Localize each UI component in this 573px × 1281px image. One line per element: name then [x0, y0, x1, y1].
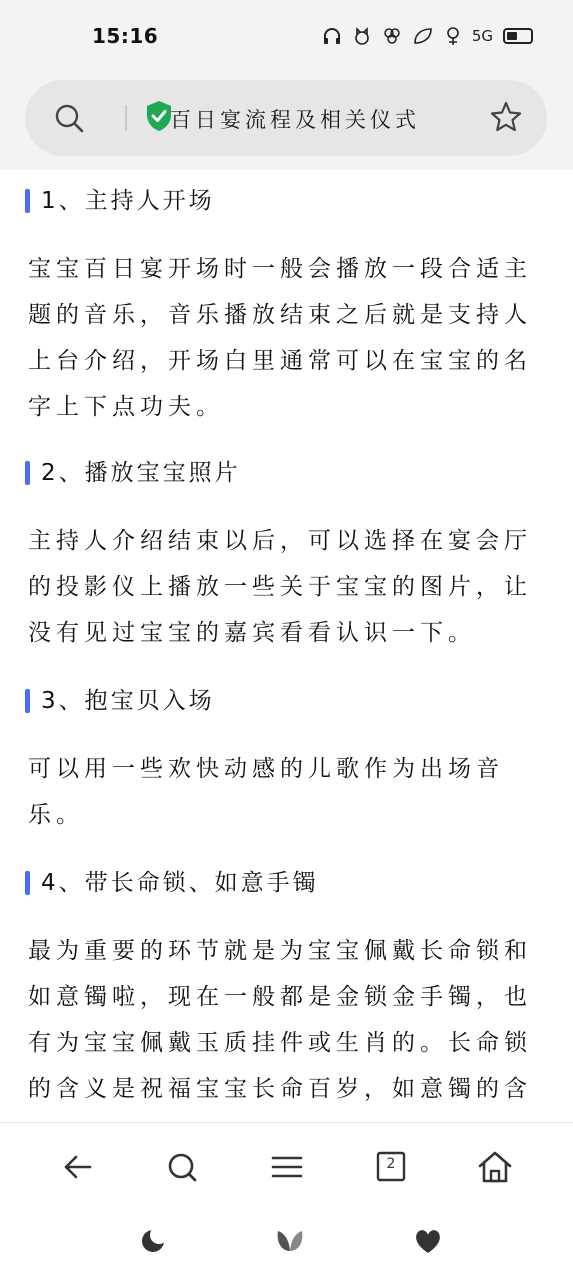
status-bar	[0, 0, 573, 70]
back-icon[interactable]	[54, 1147, 104, 1187]
browser-top-bar	[0, 70, 573, 170]
flower-icon	[382, 26, 402, 46]
5g-signal-icon: 5G	[471, 27, 493, 45]
status-icons	[322, 22, 533, 50]
section-paragraph: 可以用一些欢快动感的儿歌作为出场音乐。	[28, 756, 504, 828]
section-heading: 4、带长命锁、如意手镯	[25, 866, 319, 900]
section-paragraph: 宝宝百日宴开场时一般会播放一段合适主题的音乐，音乐播放结束之后就是支持人上台介绍，开场白里通常可以在宝宝的名字上下点功夫。	[28, 256, 532, 420]
address-bar[interactable]	[25, 80, 547, 156]
section-heading: 2、播放宝宝照片	[25, 456, 241, 490]
search-icon[interactable]	[157, 1147, 207, 1187]
bookmark-star-icon[interactable]	[489, 100, 523, 134]
tab-count: 2	[386, 1156, 396, 1172]
browser-bottom-bar	[0, 1122, 573, 1281]
moon-icon[interactable]	[133, 1223, 173, 1257]
leaf-icon	[412, 26, 434, 46]
heading-accent-bar	[25, 189, 30, 213]
status-time: 15:16	[92, 24, 159, 48]
section-heading: 1、主持人开场	[25, 184, 215, 218]
page-title[interactable]: 百日宴流程及相关仪式	[170, 108, 420, 132]
battery-icon	[503, 28, 533, 44]
butterfly-icon[interactable]	[270, 1223, 310, 1257]
heading-accent-bar	[25, 461, 30, 485]
search-icon[interactable]	[53, 102, 85, 134]
shield-icon	[145, 100, 173, 132]
cat-icon	[352, 26, 372, 46]
flower2-icon	[444, 26, 462, 46]
article-content	[0, 170, 573, 1122]
heart-leaf-icon[interactable]	[408, 1223, 448, 1257]
section-paragraph: 最为重要的环节就是为宝宝佩戴长命锁和如意镯啦，现在一般都是金锁金手镯，也有为宝宝佩戴玉质挂件或生肖的。长命锁的含义是祝福宝宝长命百岁，如意镯的含	[28, 938, 532, 1102]
section-heading: 3、抱宝贝入场	[25, 684, 215, 718]
section-paragraph: 主持人介绍结束以后，可以选择在宴会厅的投影仪上播放一些关于宝宝的图片，让没有见过宝宝的嘉宾看看认识一下。	[28, 528, 532, 646]
address-divider	[125, 105, 127, 131]
heading-accent-bar	[25, 689, 30, 713]
heading-accent-bar	[25, 871, 30, 895]
home-icon[interactable]	[470, 1147, 520, 1187]
headphones-icon	[322, 26, 342, 46]
tabs-button[interactable]	[366, 1147, 416, 1187]
menu-icon[interactable]	[262, 1147, 312, 1187]
